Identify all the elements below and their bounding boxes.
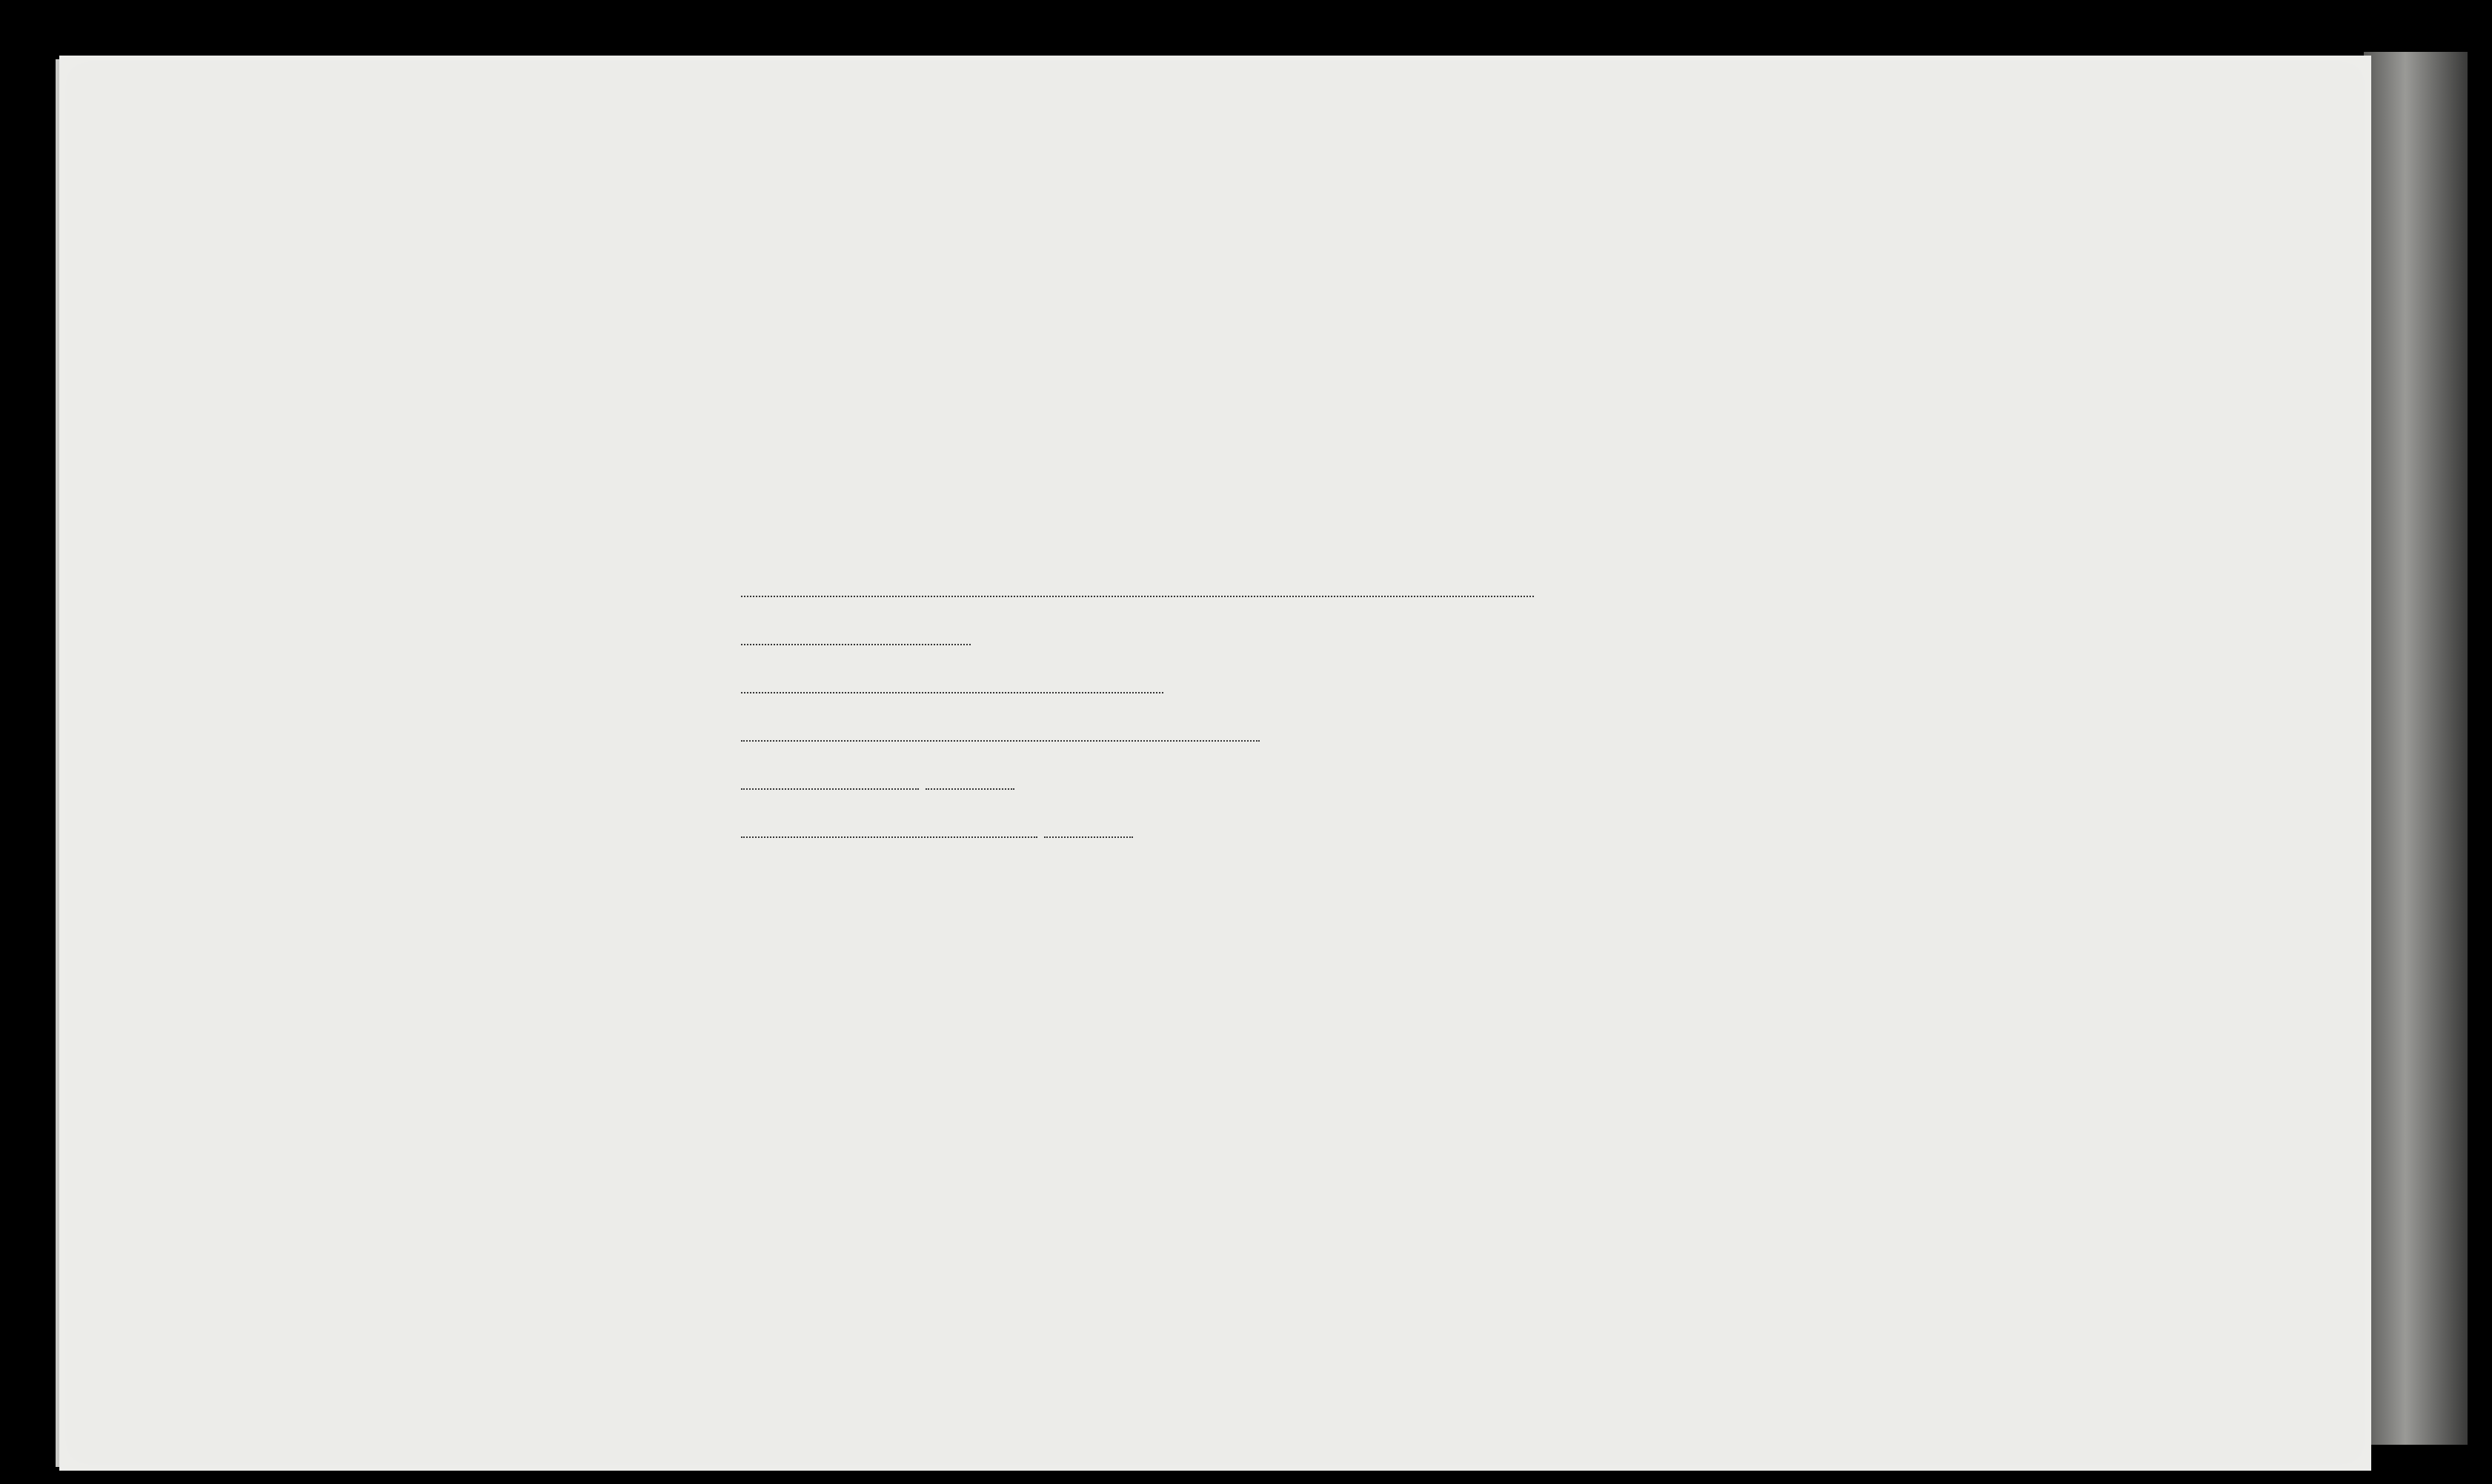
question-other-land — [741, 626, 971, 651]
question-owner-cont — [741, 578, 1534, 602]
page-edge — [2364, 52, 2468, 1445]
question-market — [741, 819, 1133, 843]
question-village — [741, 771, 1014, 795]
question-land-type — [741, 674, 1163, 699]
question-farming — [741, 722, 1260, 747]
census-card — [59, 56, 2371, 1471]
